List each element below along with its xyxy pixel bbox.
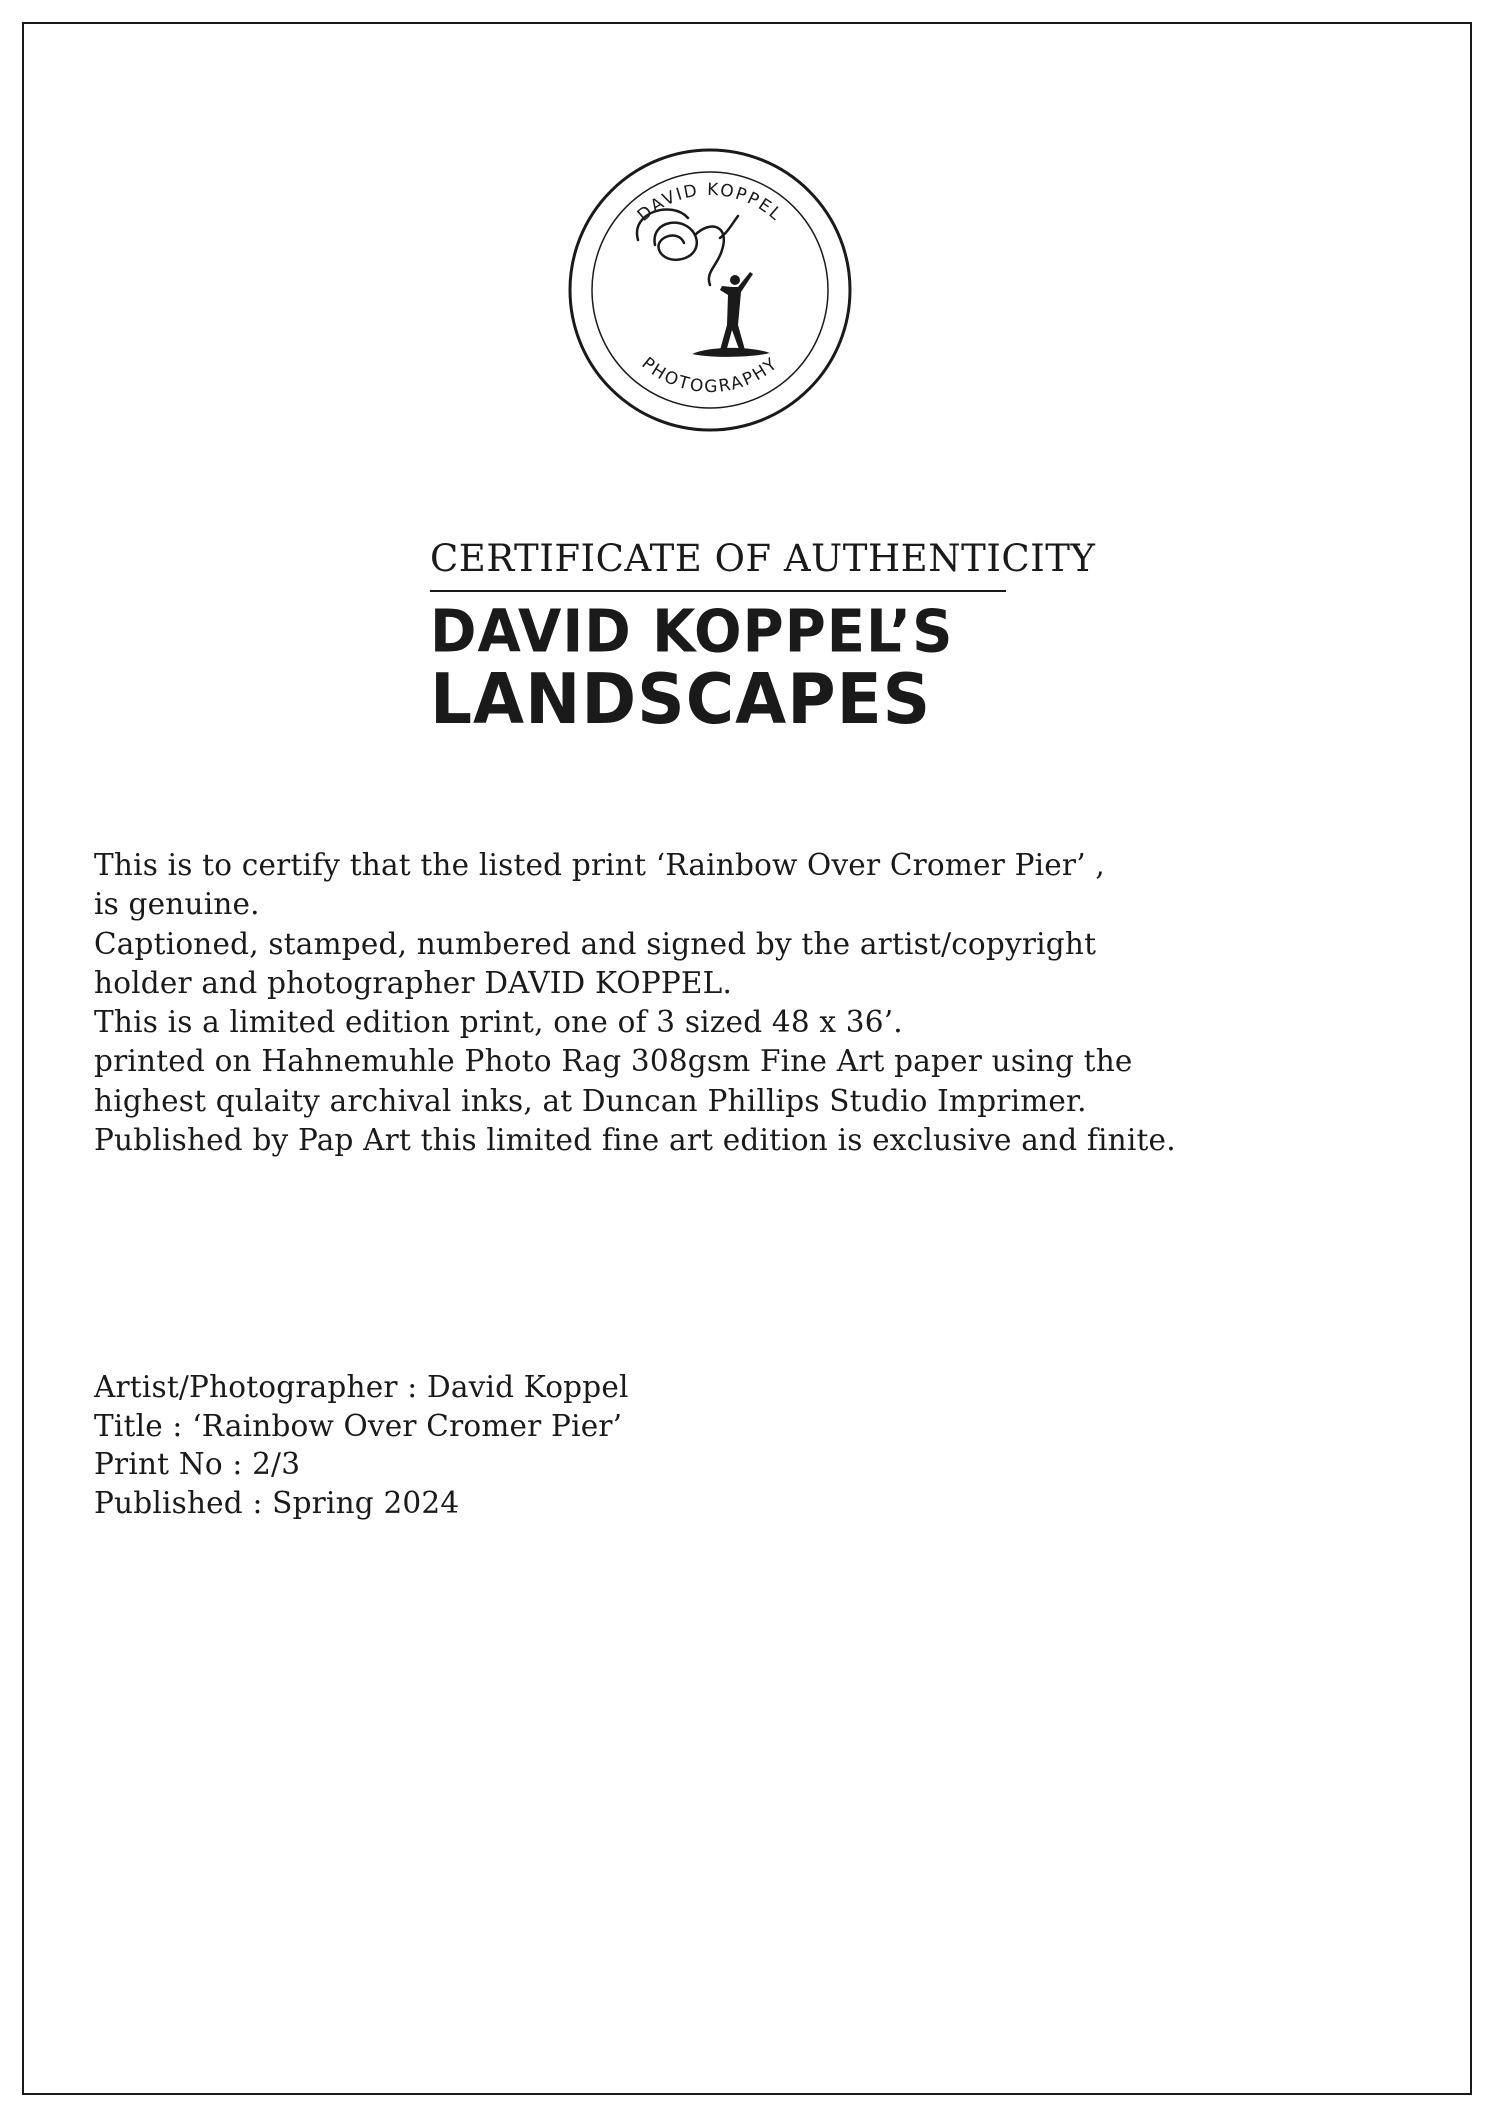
print-details [94, 1368, 994, 1522]
seal-bottom-text: PHOTOGRAPHY [637, 353, 783, 398]
person-silhouette-icon [692, 272, 770, 357]
svg-text:DAVID KOPPEL [634, 180, 787, 226]
statement-line: This is a limited edition print, one of 3 sized 48 x 36’. [94, 1005, 903, 1040]
statement-line: is genuine. [94, 887, 260, 922]
heading-divider [430, 590, 1006, 592]
photography-seal-logo [560, 140, 860, 440]
statement-line: Published by Pap Art this limited fine art edition is exclusive and finite. [94, 1123, 1176, 1158]
print-number-detail: Print No : 2/3 [94, 1447, 301, 1481]
svg-text:PHOTOGRAPHY [638, 354, 783, 398]
statement-line: holder and photographer DAVID KOPPEL. [94, 965, 733, 1000]
title-detail: Title : ‘Rainbow Over Cromer Pier’ [94, 1408, 623, 1443]
artist-detail: Artist/Photographer : David Koppel [94, 1370, 629, 1404]
published-detail: Published : Spring 2024 [94, 1485, 460, 1520]
brand-title-line-1: DAVID KOPPEL’S [430, 597, 954, 667]
statement-line: Captioned, stamped, numbered and signed by the artist/copyright [94, 926, 1097, 961]
statement-line: highest qulaity archival inks, at Duncan Phillips Studio Imprimer. [94, 1083, 1087, 1118]
certification-statement [94, 846, 1394, 1160]
statement-line: printed on Hahnemuhle Photo Rag 308gsm Fine Art paper using the [94, 1044, 1133, 1079]
certificate-heading [430, 534, 1096, 740]
statement-line: This is to certify that the listed print ‘Rainbow Over Cromer Pier’ , [94, 848, 1105, 882]
seal-top-text: DAVID KOPPEL [633, 179, 787, 226]
brand-title-line-2: LANDSCAPES [430, 658, 932, 740]
certificate-title: CERTIFICATE OF AUTHENTICITY [430, 537, 1096, 580]
